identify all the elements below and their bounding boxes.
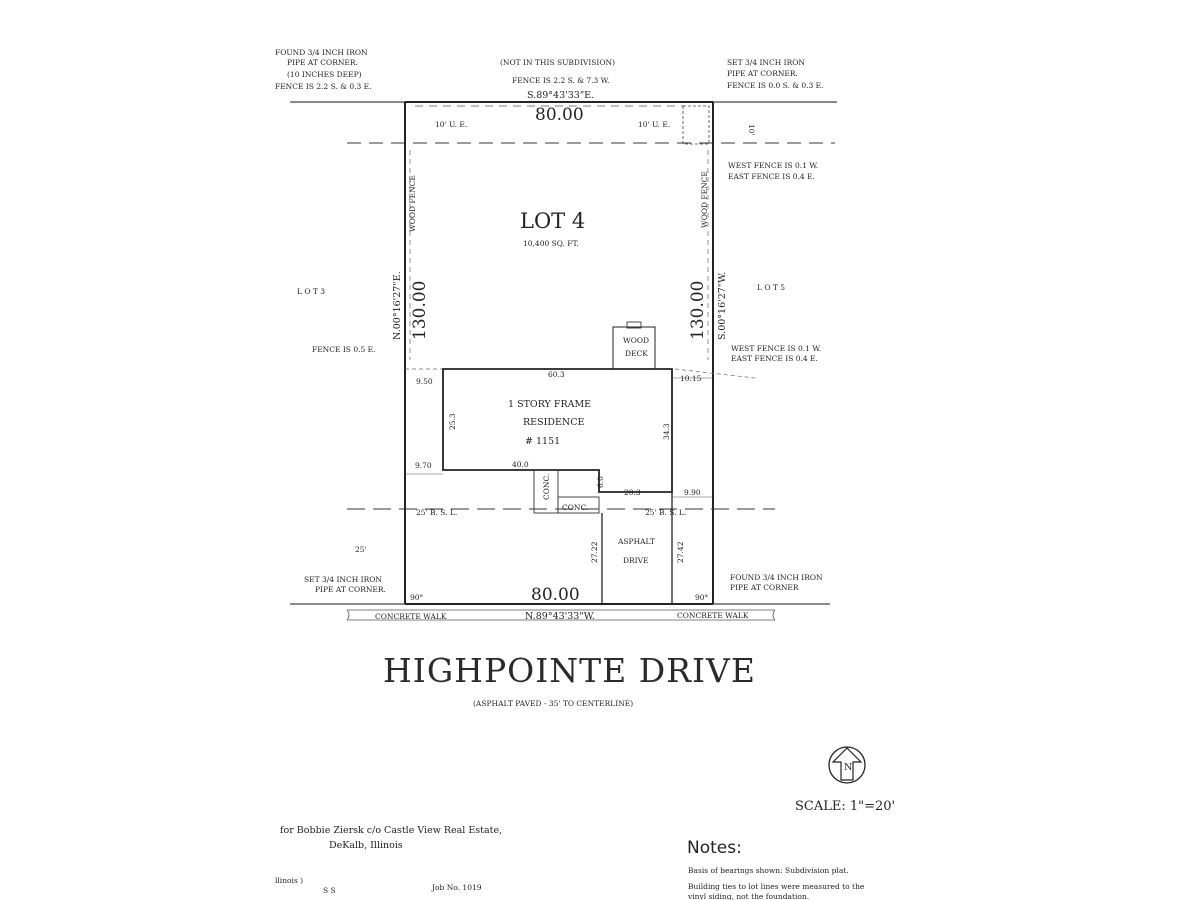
notes-heading: Notes: <box>687 838 742 858</box>
wood-fence-right: WOOD FENCE <box>700 171 709 228</box>
fence-note-top-2: EAST FENCE IS 0.4 E. <box>728 172 815 181</box>
bsl-right: 25' B. S. L. <box>645 508 687 517</box>
side-25: 25' <box>355 545 367 554</box>
deck-label-2: DECK <box>625 349 648 358</box>
setback-left-bottom: 9.70 <box>415 461 432 470</box>
walk-right: CONCRETE WALK <box>677 611 749 620</box>
survey-plat-page <box>275 0 927 900</box>
bearing-west: N.00°16'27"E. <box>392 271 403 340</box>
lot-area: 10,400 SQ. FT. <box>523 239 579 248</box>
not-in-subdivision: (NOT IN THIS SUBDIVISION) <box>500 58 616 67</box>
set-pipe-sw-2: PIPE AT CORNER. <box>315 585 386 594</box>
found-pipe-nw-3: (10 INCHES DEEP) <box>287 70 362 79</box>
street-note: (ASPHALT PAVED - 35' TO CENTERLINE) <box>473 699 634 708</box>
setback-left-top: 9.50 <box>416 377 433 386</box>
found-pipe-nw-1: FOUND 3/4 INCH IRON <box>275 48 368 57</box>
lot-right-label: L O T 5 <box>757 283 786 292</box>
bearing-north: S.89°43'33"E. <box>527 90 595 101</box>
bearing-east: S.00°16'27"W. <box>717 271 728 340</box>
survey-drawing <box>275 0 927 900</box>
house-line1: 1 STORY FRAME <box>508 399 592 410</box>
house-line3: # 1151 <box>525 436 561 447</box>
found-pipe-nw-2: PIPE AT CORNER. <box>287 58 358 67</box>
set-pipe-ne-2: PIPE AT CORNER. <box>727 69 798 78</box>
lot-title: LOT 4 <box>520 209 586 233</box>
bsl-left: 25' B. S. L. <box>416 508 458 517</box>
dim-notch: 6.0 <box>596 476 605 488</box>
ue-left: 10' U. E. <box>435 120 468 129</box>
fence-note-mid-2: EAST FENCE IS 0.4 E. <box>731 354 818 363</box>
distance-south: 80.00 <box>531 585 580 605</box>
notes-line1: Basis of bearings shown: Subdivision plat. <box>688 866 849 875</box>
walk-left: CONCRETE WALK <box>375 612 447 621</box>
fence-note-mid-1: WEST FENCE IS 0.1 W. <box>731 344 822 353</box>
angle-right: 90° <box>695 593 709 602</box>
bearing-south: N.89°43'33"W. <box>525 611 595 622</box>
fence-top-note: FENCE IS 2.2 S. & 7.3 W. <box>512 76 610 85</box>
notes-line2: Building ties to lot lines were measured to the <box>688 882 865 891</box>
dim-left: 25.3 <box>448 413 457 430</box>
ue-side: 10' <box>747 124 756 136</box>
wood-fence-left: WOOD FENCE <box>408 175 417 232</box>
found-pipe-se-1: FOUND 3/4 INCH IRON <box>730 573 823 582</box>
wood-deck <box>613 327 655 369</box>
drive-label-1: ASPHALT <box>618 537 655 546</box>
set-pipe-ne-3: FENCE IS 0.0 S. & 0.3 E. <box>727 81 824 90</box>
angle-left: 90° <box>410 593 424 602</box>
fence-left-note: FENCE IS 0.5 E. <box>312 345 376 354</box>
conc-vertical: CONC. <box>542 473 551 500</box>
client-line1: for Bobbie Ziersk c/o Castle View Real Estate, <box>280 825 503 836</box>
drive-dim-left: 27.22 <box>590 541 599 563</box>
notes-line3: vinyl siding, not the foundation. <box>688 892 810 900</box>
ue-right: 10' U. E. <box>638 120 671 129</box>
distance-west: 130.00 <box>410 280 430 340</box>
dim-top: 60.3 <box>548 370 565 379</box>
lot-left-label: L O T 3 <box>297 287 326 296</box>
distance-north: 80.00 <box>535 105 584 125</box>
footer-ss: S S <box>323 886 336 895</box>
setback-right-bottom: 9.90 <box>684 488 701 497</box>
found-pipe-se-2: PIPE AT CORNER <box>730 583 799 592</box>
footer-state: llinois ) <box>275 876 304 885</box>
footer-job: Job No. 1019 <box>432 883 482 892</box>
north-arrow-label: N <box>844 762 853 773</box>
found-pipe-nw-4: FENCE IS 2.2 S. & 0.3 E. <box>275 82 372 91</box>
deck-label-1: WOOD <box>623 336 650 345</box>
scale-label: SCALE: 1"=20' <box>795 799 896 814</box>
distance-east: 130.00 <box>688 280 708 340</box>
street-name: HIGHPOINTE DRIVE <box>383 651 756 690</box>
residence-outline <box>443 369 672 492</box>
dim-right: 34.3 <box>662 423 671 440</box>
dim-lower: 20.3 <box>624 488 641 497</box>
drive-label-2: DRIVE <box>623 556 649 565</box>
fence-note-top-1: WEST FENCE IS 0.1 W. <box>728 161 819 170</box>
conc-horizontal: CONC. <box>562 503 589 512</box>
fence-jog <box>683 106 709 144</box>
client-line2: DeKalb, Illinois <box>329 840 403 851</box>
set-pipe-ne-1: SET 3/4 INCH IRON <box>727 58 805 67</box>
drive-dim-right: 27.42 <box>676 541 685 563</box>
house-line2: RESIDENCE <box>523 417 585 428</box>
set-pipe-sw-1: SET 3/4 INCH IRON <box>304 575 382 584</box>
dim-bottom: 40.0 <box>512 460 529 469</box>
setback-right-top: 10.15 <box>680 374 702 383</box>
